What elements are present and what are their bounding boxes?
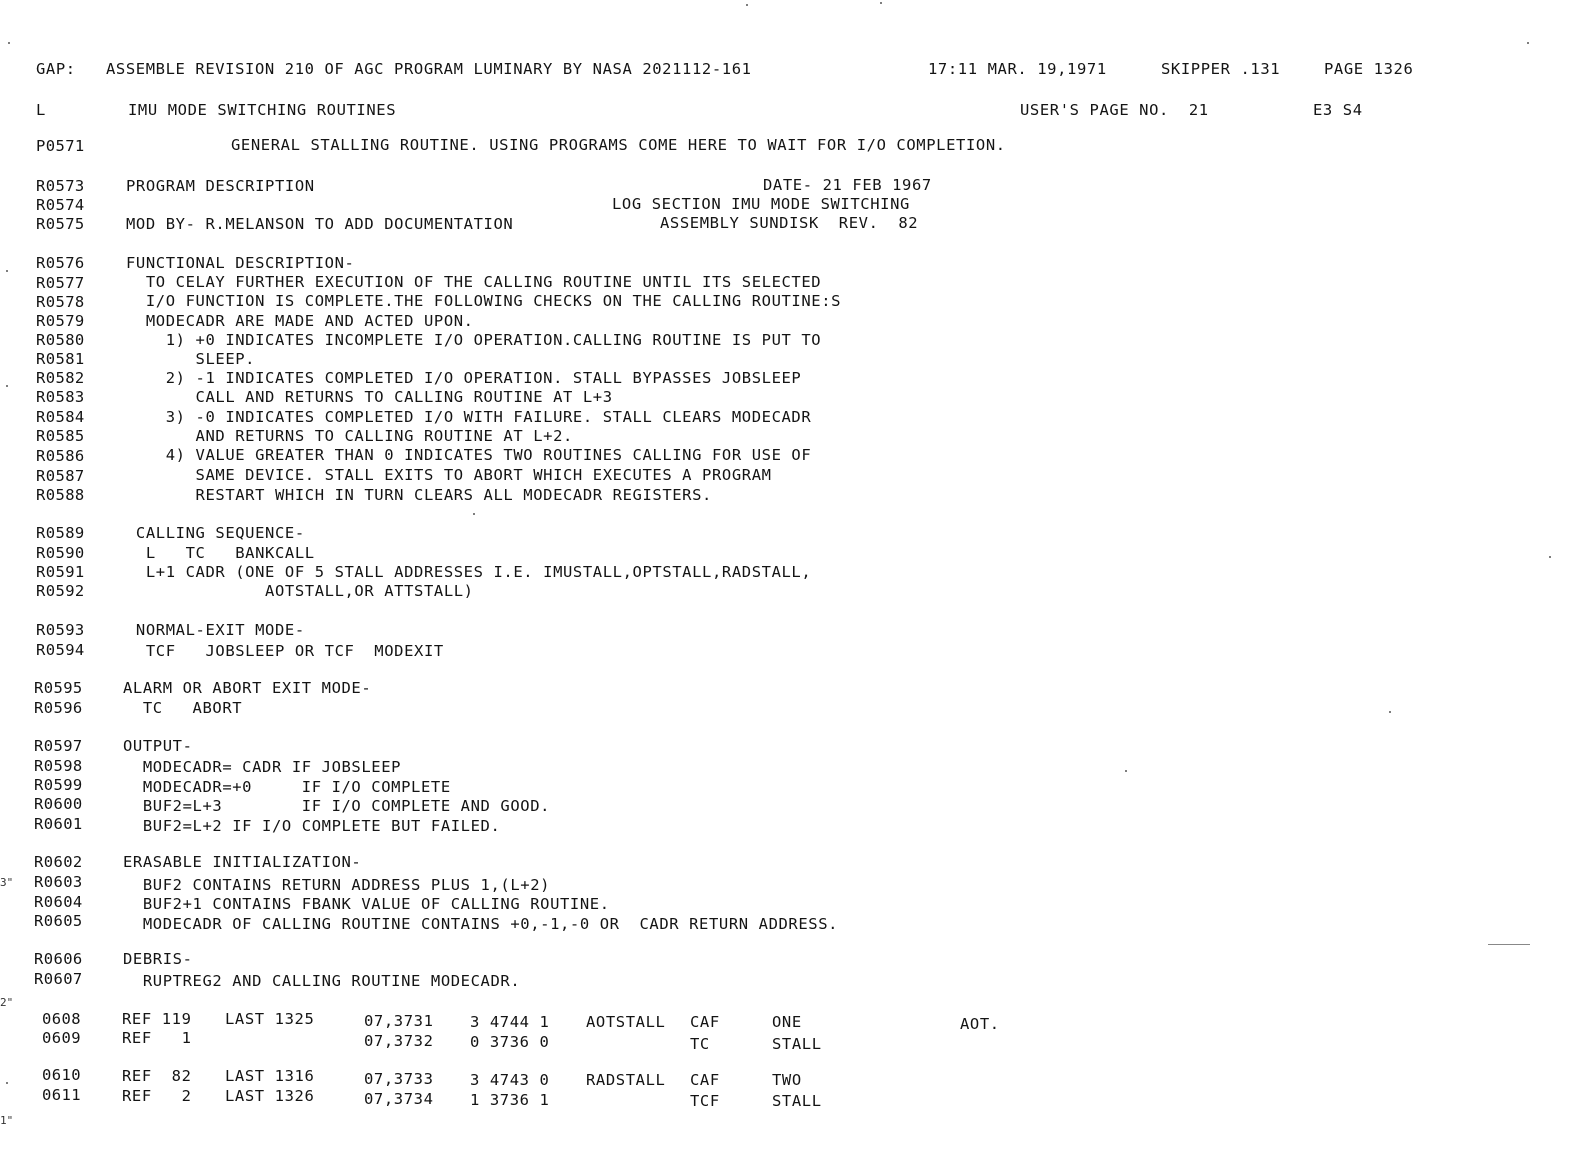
gap-label: GAP: xyxy=(36,60,76,78)
line-text: MOD BY- R.MELANSON TO ADD DOCUMENTATION xyxy=(126,215,514,233)
users-page-number: USER'S PAGE NO. 21 xyxy=(1020,101,1209,119)
line-text: MODECADR OF CALLING ROUTINE CONTAINS +0,-1,-0 OR CADR RETURN ADDRESS. xyxy=(123,915,839,933)
scan-speck xyxy=(6,1082,8,1084)
scan-speck xyxy=(8,42,10,44)
section-title: IMU MODE SWITCHING ROUTINES xyxy=(128,101,397,119)
line-label: R0573 xyxy=(36,177,85,195)
line-right-text: ASSEMBLY SUNDISK REV. 82 xyxy=(660,214,919,232)
line-text: RUPTREG2 AND CALLING ROUTINE MODECADR. xyxy=(123,972,521,990)
line-text: BUF2=L+3 IF I/O COMPLETE AND GOOD. xyxy=(123,797,551,815)
scan-speck xyxy=(746,4,748,6)
line-label: R0607 xyxy=(34,970,83,988)
line-label: R0603 xyxy=(34,873,83,891)
opcode: CAF xyxy=(690,1071,720,1089)
line-label: R0576 xyxy=(36,254,85,272)
line-label: R0581 xyxy=(36,350,85,368)
line-label: R0591 xyxy=(36,563,85,581)
machine-word: 1 3736 1 xyxy=(470,1091,550,1109)
line-label: R0580 xyxy=(36,331,85,349)
line-text: SLEEP. xyxy=(126,350,256,368)
bank-address: 07,3733 xyxy=(364,1070,434,1088)
scan-speck xyxy=(1549,556,1551,558)
line-label: R0601 xyxy=(34,815,83,833)
line-label: R0578 xyxy=(36,293,85,311)
line-label: P0571 xyxy=(36,137,85,155)
ref-count: REF 1 xyxy=(122,1029,192,1047)
line-label: R0583 xyxy=(36,388,85,406)
line-label: R0587 xyxy=(36,467,85,485)
scan-speck xyxy=(6,385,8,387)
ref-count: REF 119 xyxy=(122,1010,192,1028)
symbol-tag: RADSTALL xyxy=(586,1071,666,1089)
line-label: R0588 xyxy=(36,486,85,504)
line-label: 0608 xyxy=(42,1010,81,1028)
line-right-text: LOG SECTION IMU MODE SWITCHING xyxy=(612,195,910,213)
line-text: 3) -0 INDICATES COMPLETED I/O WITH FAILURE. STALL CLEARS MODECADR xyxy=(126,408,812,426)
bank-address: 07,3731 xyxy=(364,1012,434,1030)
bank-address: 07,3732 xyxy=(364,1032,434,1050)
last-ref: LAST 1325 xyxy=(225,1010,315,1028)
line-label: R0590 xyxy=(36,544,85,562)
line-label: R0584 xyxy=(36,408,85,426)
line-text: L+1 CADR (ONE OF 5 STALL ADDRESSES I.E. IMUSTALL,OPTSTALL,RADSTALL, xyxy=(126,563,812,581)
line-text: CALLING SEQUENCE- xyxy=(126,524,305,542)
line-text: MODECADR=+0 IF I/O COMPLETE xyxy=(123,778,451,796)
comment: AOT. xyxy=(960,1015,1000,1033)
opcode: CAF xyxy=(690,1013,720,1031)
routine-title: GENERAL STALLING ROUTINE. USING PROGRAMS COME HERE TO WAIT FOR I/O COMPLETION. xyxy=(231,136,1006,154)
last-ref: LAST 1326 xyxy=(225,1087,315,1105)
line-text: SAME DEVICE. STALL EXITS TO ABORT WHICH EXECUTES A PROGRAM xyxy=(126,466,772,484)
line-text: TO CELAY FURTHER EXECUTION OF THE CALLING ROUTINE UNTIL ITS SELECTED xyxy=(126,273,822,291)
line-text: DEBRIS- xyxy=(123,950,193,968)
scan-speck xyxy=(1527,42,1529,44)
line-label: R0598 xyxy=(34,757,83,775)
operand: STALL xyxy=(772,1035,822,1053)
ref-count: REF 2 xyxy=(122,1087,192,1105)
line-label: R0593 xyxy=(36,621,85,639)
page-number: PAGE 1326 xyxy=(1324,60,1414,78)
line-text: TCF JOBSLEEP OR TCF MODEXIT xyxy=(126,642,444,660)
line-text: BUF2+1 CONTAINS FBANK VALUE OF CALLING ROUTINE. xyxy=(123,895,610,913)
operand: STALL xyxy=(772,1092,822,1110)
line-text: PROGRAM DESCRIPTION xyxy=(126,177,315,195)
print-timestamp: 17:11 MAR. 19,1971 xyxy=(928,60,1107,78)
line-label: R0599 xyxy=(34,776,83,794)
l-label: L xyxy=(36,101,46,119)
symbol-tag: AOTSTALL xyxy=(586,1013,666,1031)
line-text: FUNCTIONAL DESCRIPTION- xyxy=(126,254,355,272)
line-text: AOTSTALL,OR ATTSTALL) xyxy=(126,582,474,600)
scan-speck xyxy=(1389,711,1391,713)
line-text: MODECADR= CADR IF JOBSLEEP xyxy=(123,758,402,776)
margin-inch-mark: 1" xyxy=(0,1114,14,1127)
line-label: R0597 xyxy=(34,737,83,755)
line-text: AND RETURNS TO CALLING ROUTINE AT L+2. xyxy=(126,427,573,445)
assemble-title: ASSEMBLE REVISION 210 OF AGC PROGRAM LUMINARY BY NASA 2021112-161 xyxy=(106,60,752,78)
scan-speck xyxy=(1125,770,1127,772)
line-text: 1) +0 INDICATES INCOMPLETE I/O OPERATION.CALLING ROUTINE IS PUT TO xyxy=(126,331,822,349)
line-text: CALL AND RETURNS TO CALLING ROUTINE AT L+3 xyxy=(126,388,613,406)
line-label: R0605 xyxy=(34,912,83,930)
line-text: NORMAL-EXIT MODE- xyxy=(126,621,305,639)
operand: ONE xyxy=(772,1013,802,1031)
line-label: R0595 xyxy=(34,679,83,697)
line-label: R0604 xyxy=(34,893,83,911)
line-label: R0596 xyxy=(34,699,83,717)
line-label: R0589 xyxy=(36,524,85,542)
line-label: R0577 xyxy=(36,274,85,292)
line-label: R0592 xyxy=(36,582,85,600)
scan-smudge xyxy=(1488,944,1530,945)
line-label: 0611 xyxy=(42,1086,81,1104)
line-label: R0574 xyxy=(36,196,85,214)
line-text: ALARM OR ABORT EXIT MODE- xyxy=(123,679,372,697)
line-label: R0594 xyxy=(36,641,85,659)
operand: TWO xyxy=(772,1071,802,1089)
margin-inch-mark: 2" xyxy=(0,996,14,1009)
scan-speck xyxy=(880,2,882,4)
line-label: R0602 xyxy=(34,853,83,871)
ref-count: REF 82 xyxy=(122,1067,192,1085)
last-ref: LAST 1316 xyxy=(225,1067,315,1085)
section-code: E3 S4 xyxy=(1313,101,1363,119)
line-label: 0610 xyxy=(42,1066,81,1084)
line-text: OUTPUT- xyxy=(123,737,193,755)
line-label: R0582 xyxy=(36,369,85,387)
machine-word: 0 3736 0 xyxy=(470,1033,550,1051)
opcode: TCF xyxy=(690,1092,720,1110)
machine-word: 3 4743 0 xyxy=(470,1071,550,1089)
line-label: R0600 xyxy=(34,795,83,813)
bank-address: 07,3734 xyxy=(364,1090,434,1108)
machine-word: 3 4744 1 xyxy=(470,1013,550,1031)
scan-speck xyxy=(6,270,8,272)
line-label: R0606 xyxy=(34,950,83,968)
scan-speck xyxy=(473,513,475,515)
line-label: R0585 xyxy=(36,427,85,445)
opcode: TC xyxy=(690,1035,710,1053)
line-text: BUF2 CONTAINS RETURN ADDRESS PLUS 1,(L+2) xyxy=(123,876,551,894)
margin-inch-mark: 3" xyxy=(0,876,14,889)
line-text: 4) VALUE GREATER THAN 0 INDICATES TWO ROUTINES CALLING FOR USE OF xyxy=(126,446,812,464)
skipper-code: SKIPPER .131 xyxy=(1161,60,1281,78)
line-text: RESTART WHICH IN TURN CLEARS ALL MODECADR REGISTERS. xyxy=(126,486,712,504)
line-label: 0609 xyxy=(42,1029,81,1047)
line-label: R0586 xyxy=(36,447,85,465)
line-text: ERASABLE INITIALIZATION- xyxy=(123,853,362,871)
line-text: BUF2=L+2 IF I/O COMPLETE BUT FAILED. xyxy=(123,817,501,835)
line-text: 2) -1 INDICATES COMPLETED I/O OPERATION. STALL BYPASSES JOBSLEEP xyxy=(126,369,802,387)
line-text: I/O FUNCTION IS COMPLETE.THE FOLLOWING CHECKS ON THE CALLING ROUTINE:S xyxy=(126,292,842,310)
line-text: TC ABORT xyxy=(123,699,243,717)
line-right-text: DATE- 21 FEB 1967 xyxy=(763,176,932,194)
line-text: L TC BANKCALL xyxy=(126,544,315,562)
line-label: R0579 xyxy=(36,312,85,330)
line-text: MODECADR ARE MADE AND ACTED UPON. xyxy=(126,312,474,330)
line-label: R0575 xyxy=(36,215,85,233)
